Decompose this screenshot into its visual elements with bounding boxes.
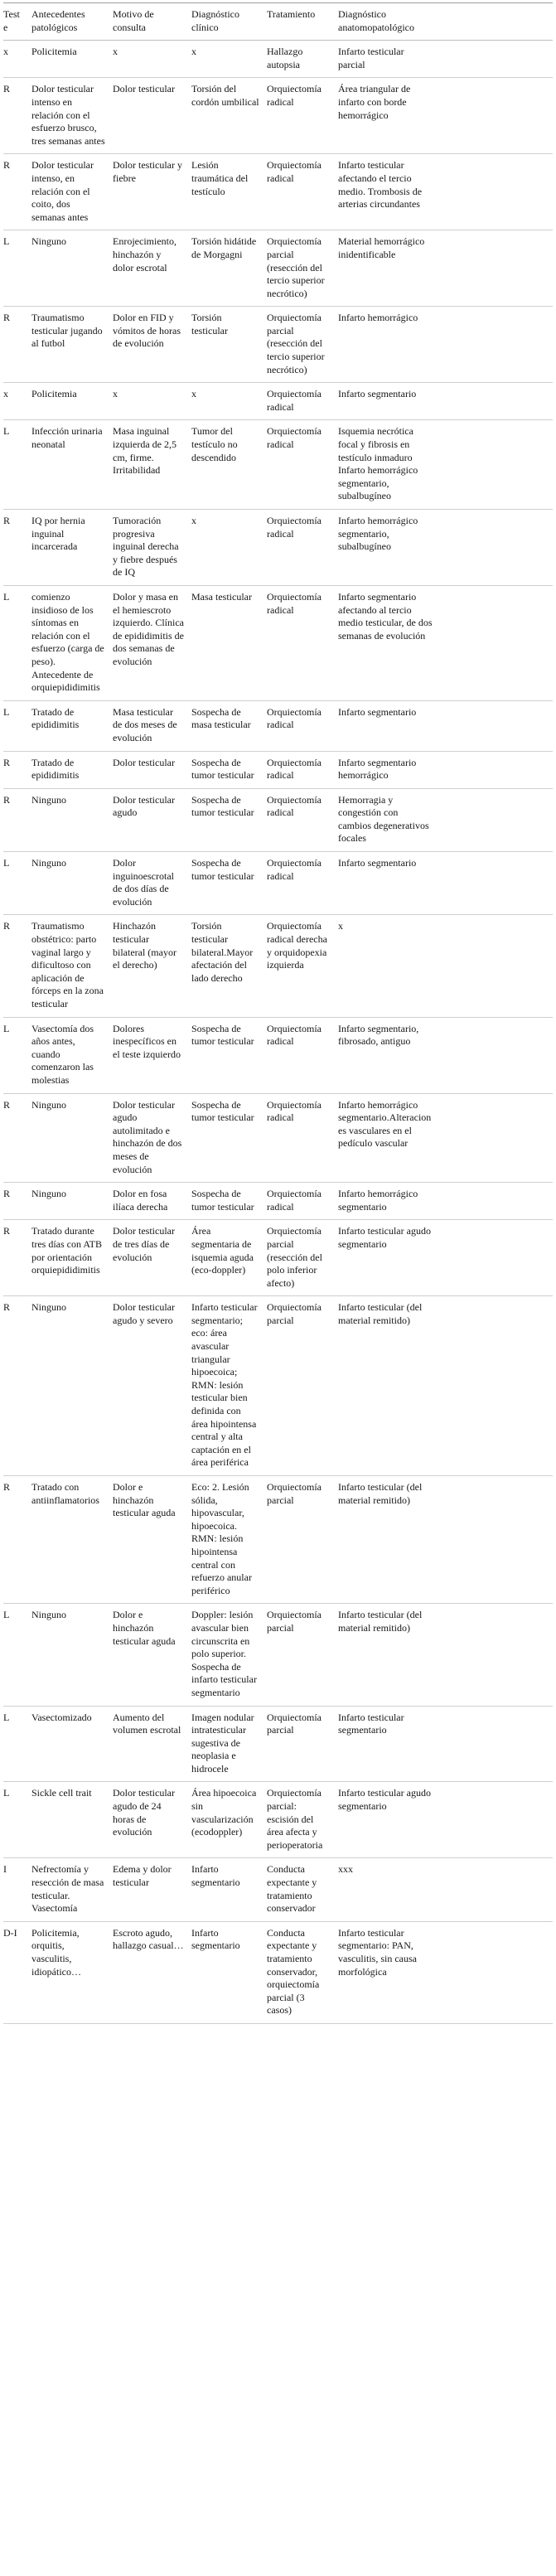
table-cell: D-I	[3, 1921, 31, 2023]
case-table	[3, 2, 553, 2024]
table-cell: Dolor testicular intenso, en relación con el coito, dos semanas antes	[31, 154, 113, 230]
table-cell: Dolor testicular	[113, 751, 191, 788]
table-cell: Torsión hidátide de Morgagni	[191, 230, 267, 307]
table-row	[3, 915, 553, 1017]
table-cell: Infarto hemorrágico	[338, 307, 441, 383]
table-cell: x	[191, 41, 267, 78]
header-antecedentes: Antecedentes patológicos	[31, 3, 113, 41]
table-cell: Orquiectomía radical	[267, 751, 338, 788]
table-cell: Orquiectomía radical	[267, 510, 338, 586]
table-cell: L	[3, 1782, 31, 1858]
row-spacer	[441, 420, 553, 510]
table-cell: Ninguno	[31, 852, 113, 915]
table-cell: Orquiectomía radical	[267, 383, 338, 420]
row-spacer	[441, 78, 553, 154]
row-spacer	[441, 700, 553, 751]
table-cell: x	[338, 915, 441, 1017]
row-spacer	[441, 1604, 553, 1706]
table-row	[3, 1183, 553, 1220]
row-spacer	[441, 230, 553, 307]
table-cell: Vasectomía dos años antes, cuando comenzaron las molestias	[31, 1017, 113, 1093]
row-spacer	[441, 1782, 553, 1858]
table-cell: Policitemia	[31, 41, 113, 78]
table-cell: Aumento del volumen escrotal	[113, 1706, 191, 1782]
table-cell: Infarto testicular (del material remitido)	[338, 1604, 441, 1706]
table-cell: Dolor e hinchazón testicular aguda	[113, 1604, 191, 1706]
table-cell: R	[3, 307, 31, 383]
table-cell: Infarto segmentario	[191, 1921, 267, 2023]
table-cell: Infarto testicular segmentario; eco: área avascular triangular hipoecoica; RMN: lesión testicular bien definida con área hipointensa central y alta captación en el área periférica	[191, 1296, 267, 1476]
table-cell: Ninguno	[31, 1093, 113, 1183]
table-cell: Sospecha de tumor testicular	[191, 1093, 267, 1183]
table-cell: Dolor testicular intenso en relación con el esfuerzo brusco, tres semanas antes	[31, 78, 113, 154]
table-row	[3, 1220, 553, 1296]
table-cell: Infarto hemorrágico segmentario	[338, 1183, 441, 1220]
table-cell: Orquiectomía radical	[267, 852, 338, 915]
table-cell: Imagen nodular intratesticular sugestiva de neoplasia e hidrocele	[191, 1706, 267, 1782]
table-cell: Área triangular de infarto con borde hemorrágico	[338, 78, 441, 154]
table-cell: Dolor testicular	[113, 78, 191, 154]
table-cell: L	[3, 1017, 31, 1093]
table-cell: Masa inguinal izquierda de 2,5 cm, firme. Irritabilidad	[113, 420, 191, 510]
table-cell: Infarto testicular agudo segmentario	[338, 1220, 441, 1296]
table-row	[3, 510, 553, 586]
table-cell: Área segmentaria de isquemia aguda (eco-doppler)	[191, 1220, 267, 1296]
table-cell: x	[3, 383, 31, 420]
row-spacer	[441, 1858, 553, 1921]
row-spacer	[441, 751, 553, 788]
table-cell: Orquiectomía radical	[267, 420, 338, 510]
row-spacer	[441, 1183, 553, 1220]
table-row	[3, 788, 553, 851]
table-cell: x	[191, 510, 267, 586]
table-cell: Hallazgo autopsia	[267, 41, 338, 78]
table-cell: Tumor del testículo no descendido	[191, 420, 267, 510]
row-spacer	[441, 1476, 553, 1604]
table-row	[3, 852, 553, 915]
table-cell: Enrojecimiento, hinchazón y dolor escrotal	[113, 230, 191, 307]
row-spacer	[441, 1220, 553, 1296]
table-cell: Dolor e hinchazón testicular aguda	[113, 1476, 191, 1604]
table-cell: Dolores inespecíficos en el teste izquierdo	[113, 1017, 191, 1093]
row-spacer	[441, 1706, 553, 1782]
table-cell: Dolor testicular y fiebre	[113, 154, 191, 230]
row-spacer	[441, 1296, 553, 1476]
table-cell: Conducta expectante y tratamiento conservador	[267, 1858, 338, 1921]
table-header	[3, 3, 553, 41]
row-spacer	[441, 1921, 553, 2023]
table-cell: Infección urinaria neonatal	[31, 420, 113, 510]
table-cell: comienzo insidioso de los síntomas en relación con el esfuerzo (carga de peso). Antecedente de orquiepididimitis	[31, 585, 113, 700]
table-cell: Orquiectomía parcial (resección del tercio superior necrótico)	[267, 230, 338, 307]
table-row	[3, 585, 553, 700]
table-cell: x	[3, 41, 31, 78]
table-cell: L	[3, 852, 31, 915]
table-cell: Dolor y masa en el hemiescroto izquierdo. Clínica de epididimitis de dos semanas de evolución	[113, 585, 191, 700]
header-motivo: Motivo de consulta	[113, 3, 191, 41]
table-cell: Hemorragia y congestión con cambios degenerativos focales	[338, 788, 441, 851]
table-cell: Infarto segmentario	[191, 1858, 267, 1921]
table-row	[3, 1093, 553, 1183]
table-cell: Dolor testicular agudo	[113, 788, 191, 851]
header-row	[3, 3, 553, 41]
table-cell: L	[3, 420, 31, 510]
row-spacer	[441, 788, 553, 851]
table-cell: Dolor testicular agudo de 24 horas de evolución	[113, 1782, 191, 1858]
table-cell: Infarto testicular segmentario	[338, 1706, 441, 1782]
table-cell: Traumatismo obstétrico: parto vaginal largo y dificultoso con aplicación de fórceps en la zona testicular	[31, 915, 113, 1017]
table-cell: Orquiectomía radical derecha y orquidopexia izquierda	[267, 915, 338, 1017]
table-cell: Infarto testicular agudo segmentario	[338, 1782, 441, 1858]
table-cell: Infarto testicular (del material remitido)	[338, 1296, 441, 1476]
row-spacer	[441, 510, 553, 586]
header-spacer	[441, 3, 553, 41]
table-cell: R	[3, 788, 31, 851]
table-cell: Torsión testicular	[191, 307, 267, 383]
table-cell: Infarto testicular segmentario: PAN, vasculitis, sin causa morfológica	[338, 1921, 441, 2023]
table-cell: Área hipoecoica sin vascularización (ecodoppler)	[191, 1782, 267, 1858]
table-cell: Ninguno	[31, 1604, 113, 1706]
table-row	[3, 383, 553, 420]
table-cell: Dolor testicular agudo autolimitado e hinchazón de dos meses de evolución	[113, 1093, 191, 1183]
row-spacer	[441, 383, 553, 420]
table-cell: x	[113, 383, 191, 420]
table-cell: Ninguno	[31, 1183, 113, 1220]
table-row	[3, 700, 553, 751]
table-cell: Sospecha de tumor testicular	[191, 751, 267, 788]
table-cell: Doppler: lesión avascular bien circunscrita en polo superior. Sospecha de infarto testicular segmentario	[191, 1604, 267, 1706]
table-cell: R	[3, 154, 31, 230]
table-row	[3, 1858, 553, 1921]
table-cell: Edema y dolor testicular	[113, 1858, 191, 1921]
case-table-body	[3, 41, 553, 2024]
table-cell: xxx	[338, 1858, 441, 1921]
row-spacer	[441, 1093, 553, 1183]
table-cell: Infarto hemorrágico segmentario.Alteraciones vasculares en el pedículo vascular	[338, 1093, 441, 1183]
table-cell: Sospecha de tumor testicular	[191, 1017, 267, 1093]
table-cell: Traumatismo testicular jugando al futbol	[31, 307, 113, 383]
table-cell: Orquiectomía parcial (resección del tercio superior necrótico)	[267, 307, 338, 383]
table-cell: R	[3, 1476, 31, 1604]
table-cell: Dolor testicular agudo y severo	[113, 1296, 191, 1476]
header-diagnostico-clinico: Diagnóstico clínico	[191, 3, 267, 41]
table-row	[3, 1706, 553, 1782]
table-cell: Orquiectomía radical	[267, 1017, 338, 1093]
table-cell: Dolor en fosa ilíaca derecha	[113, 1183, 191, 1220]
table-cell: R	[3, 1296, 31, 1476]
table-cell: IQ por hernia inguinal incarcerada	[31, 510, 113, 586]
table-row	[3, 307, 553, 383]
table-cell: Masa testicular de dos meses de evolución	[113, 700, 191, 751]
table-row	[3, 420, 553, 510]
table-cell: Orquiectomía radical	[267, 700, 338, 751]
table-row	[3, 1921, 553, 2023]
table-cell: Orquiectomía radical	[267, 78, 338, 154]
row-spacer	[441, 154, 553, 230]
table-cell: Orquiectomía parcial	[267, 1706, 338, 1782]
table-row	[3, 1476, 553, 1604]
table-cell: Dolor inguinoescrotal de dos días de evolución	[113, 852, 191, 915]
table-row	[3, 78, 553, 154]
table-cell: Orquiectomía parcial	[267, 1476, 338, 1604]
table-cell: Infarto segmentario	[338, 700, 441, 751]
table-cell: Vasectomizado	[31, 1706, 113, 1782]
table-cell: Tratado de epididimitis	[31, 751, 113, 788]
table-cell: Nefrectomía y resección de masa testicular. Vasectomía	[31, 1858, 113, 1921]
row-spacer	[441, 915, 553, 1017]
table-cell: Masa testicular	[191, 585, 267, 700]
table-cell: Infarto testicular afectando el tercio medio. Trombosis de arterias circundantes	[338, 154, 441, 230]
table-cell: Infarto testicular parcial	[338, 41, 441, 78]
table-cell: R	[3, 78, 31, 154]
table-cell: Ninguno	[31, 1296, 113, 1476]
table-cell: Sospecha de masa testicular	[191, 700, 267, 751]
table-cell: Orquiectomía parcial (resección del polo inferior afecto)	[267, 1220, 338, 1296]
table-cell: L	[3, 230, 31, 307]
table-row	[3, 1782, 553, 1858]
table-cell: Hinchazón testicular bilateral (mayor el derecho)	[113, 915, 191, 1017]
row-spacer	[441, 1017, 553, 1093]
table-cell: Infarto segmentario	[338, 852, 441, 915]
table-cell: Orquiectomía radical	[267, 585, 338, 700]
table-row	[3, 154, 553, 230]
table-cell: Tratado durante tres días con ATB por orientación orquiepididimitis	[31, 1220, 113, 1296]
table-cell: x	[113, 41, 191, 78]
table-cell: R	[3, 751, 31, 788]
header-teste: Teste	[3, 3, 31, 41]
table-cell: Infarto segmentario	[338, 383, 441, 420]
row-spacer	[441, 585, 553, 700]
table-row	[3, 1296, 553, 1476]
table-row	[3, 1604, 553, 1706]
table-cell: Infarto segmentario hemorrágico	[338, 751, 441, 788]
table-cell: Lesión traumática del testículo	[191, 154, 267, 230]
table-cell: Dolor testicular de tres días de evolución	[113, 1220, 191, 1296]
table-cell: Sospecha de tumor testicular	[191, 1183, 267, 1220]
table-cell: L	[3, 585, 31, 700]
table-cell: Infarto hemorrágico segmentario, subalbugíneo	[338, 510, 441, 586]
table-cell: R	[3, 1220, 31, 1296]
row-spacer	[441, 852, 553, 915]
table-cell: R	[3, 1093, 31, 1183]
table-cell: Tumoración progresiva inguinal derecha y fiebre después de IQ	[113, 510, 191, 586]
table-cell: Ninguno	[31, 788, 113, 851]
table-cell: Material hemorrágico inidentificable	[338, 230, 441, 307]
table-cell: Eco: 2. Lesión sólida, hipovascular, hipoecoica. RMN: lesión hipointensa central con refuerzo anular periférico	[191, 1476, 267, 1604]
header-diagnostico-anatomopatologico: Diagnóstico anatomopatológico	[338, 3, 441, 41]
table-cell: Orquiectomía radical	[267, 788, 338, 851]
table-cell: Infarto testicular (del material remitido)	[338, 1476, 441, 1604]
table-cell: Policitemia, orquitis, vasculitis, idiopático…	[31, 1921, 113, 2023]
row-spacer	[441, 307, 553, 383]
table-cell: Infarto segmentario afectando al tercio medio testicular, de dos semanas de evolución	[338, 585, 441, 700]
table-cell: Orquiectomía radical	[267, 1183, 338, 1220]
table-cell: Sickle cell trait	[31, 1782, 113, 1858]
table-cell: Policitemia	[31, 383, 113, 420]
table-row	[3, 751, 553, 788]
table-cell: Sospecha de tumor testicular	[191, 788, 267, 851]
table-cell: Orquiectomía radical	[267, 154, 338, 230]
table-cell: Torsión del cordón umbilical	[191, 78, 267, 154]
table-cell: Orquiectomía radical	[267, 1093, 338, 1183]
table-cell: L	[3, 1604, 31, 1706]
table-cell: R	[3, 510, 31, 586]
table-cell: Tratado de epididimitis	[31, 700, 113, 751]
table-cell: Tratado con antiinflamatorios	[31, 1476, 113, 1604]
table-cell: I	[3, 1858, 31, 1921]
table-cell: Orquiectomía parcial	[267, 1296, 338, 1476]
table-cell: L	[3, 700, 31, 751]
table-cell: Isquemia necrótica focal y fibrosis en testículo inmaduro Infarto hemorrágico segmentario, subalbugíneo	[338, 420, 441, 510]
table-cell: Escroto agudo, hallazgo casual…	[113, 1921, 191, 2023]
table-cell: x	[191, 383, 267, 420]
table-cell: Infarto segmentario, fibrosado, antiguo	[338, 1017, 441, 1093]
table-cell: R	[3, 1183, 31, 1220]
table-cell: Torsión testicular bilateral.Mayor afectación del lado derecho	[191, 915, 267, 1017]
table-cell: Dolor en FID y vómitos de horas de evolución	[113, 307, 191, 383]
table-cell: Orquiectomía parcial	[267, 1604, 338, 1706]
row-spacer	[441, 41, 553, 78]
header-tratamiento: Tratamiento	[267, 3, 338, 41]
table-row	[3, 230, 553, 307]
table-cell: Ninguno	[31, 230, 113, 307]
table-cell: Conducta expectante y tratamiento conservador, orquiectomía parcial (3 casos)	[267, 1921, 338, 2023]
table-row	[3, 41, 553, 78]
table-cell: Sospecha de tumor testicular	[191, 852, 267, 915]
table-cell: L	[3, 1706, 31, 1782]
table-cell: R	[3, 915, 31, 1017]
table-row	[3, 1017, 553, 1093]
table-cell: Orquiectomía parcial: escisión del área afecta y perioperatoria	[267, 1782, 338, 1858]
